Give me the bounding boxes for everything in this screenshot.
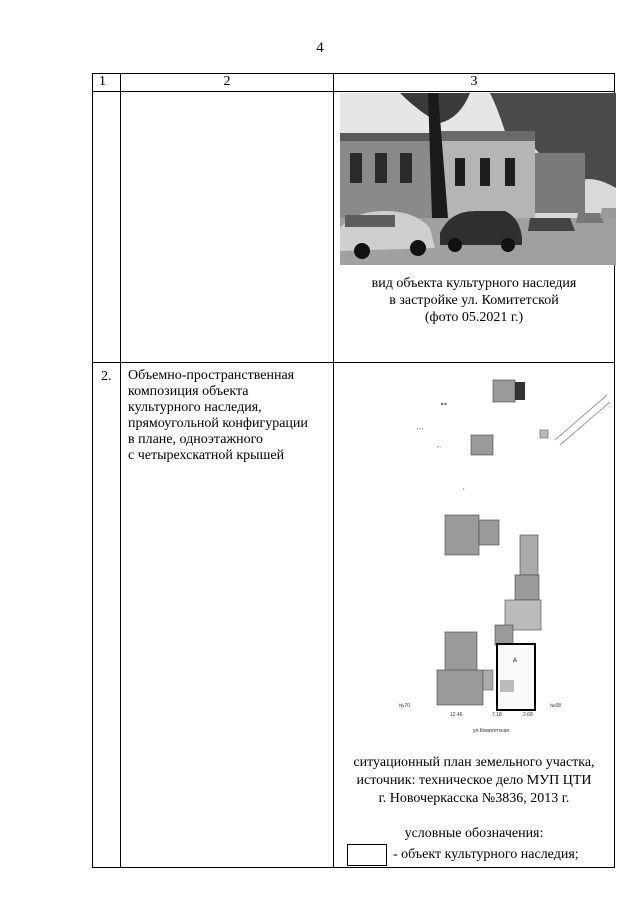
plan-label-lot-left: №70 <box>399 703 410 709</box>
header-col-1: 1 <box>93 74 121 92</box>
legend <box>335 826 613 866</box>
description-line: прямоугольной конфигурации <box>128 416 308 431</box>
legend-item-label: - объект культурного наследия; <box>393 847 579 862</box>
legend-outline-swatch <box>347 844 387 866</box>
page-number: 4 <box>316 40 324 56</box>
header-col-3: 3 <box>334 74 615 92</box>
description-line: в плане, одноэтажного <box>128 432 263 447</box>
situation-plan <box>345 370 615 750</box>
photo-caption-line: вид объекта культурного наследия <box>371 276 577 291</box>
plan-caption <box>335 754 613 808</box>
plan-label-lot-right: №68 <box>550 703 561 709</box>
svg-text:▪ ▪: ▪ ▪ <box>437 444 441 449</box>
plan-label-a: А <box>513 658 518 664</box>
table-row <box>93 92 615 363</box>
plan-caption-line: ситуационный план земельного участка, <box>353 755 595 770</box>
legend-item <box>347 844 613 866</box>
header-col-2: 2 <box>121 74 334 92</box>
svg-text:■ ■: ■ ■ <box>441 401 447 406</box>
photo-caption <box>335 275 613 326</box>
description-line: с четырехскатной крышей <box>128 448 285 463</box>
row1-description-cell <box>121 92 334 363</box>
photo-caption-line: в застройке ул. Комитетской <box>389 293 559 308</box>
table-row <box>93 363 615 868</box>
plan-caption-line: источник: техническое дело МУП ЦТИ <box>356 773 592 788</box>
row2-plan-cell <box>334 363 615 868</box>
svg-text:▪: ▪ <box>463 486 465 491</box>
description-line: культурного наследия, <box>128 400 262 415</box>
plan-dimension: 2.68 <box>523 712 533 718</box>
description-line: композиция объекта <box>128 384 249 399</box>
plan-caption-line: г. Новочеркасска №3836, 2013 г. <box>378 791 570 806</box>
row2-number: 2. <box>93 363 121 868</box>
objects-table <box>92 73 615 868</box>
legend-title: условные обозначения: <box>404 826 544 841</box>
photo-caption-line: (фото 05.2021 г.) <box>424 310 524 325</box>
description-line: Объемно-пространственная <box>128 368 295 383</box>
row2-description-cell <box>121 363 334 868</box>
row1-number-cell <box>93 92 121 363</box>
row1-image-cell <box>334 92 615 363</box>
plan-dimension: 7.18 <box>492 712 502 718</box>
building-photo <box>340 93 616 265</box>
plan-street-label: ул.Комитетская <box>473 728 509 734</box>
table-header-row <box>93 74 615 92</box>
svg-text:▪ ▪ ▪: ▪ ▪ ▪ <box>417 426 424 431</box>
object-description <box>122 364 332 464</box>
plan-dimension: 12.46 <box>450 712 463 718</box>
